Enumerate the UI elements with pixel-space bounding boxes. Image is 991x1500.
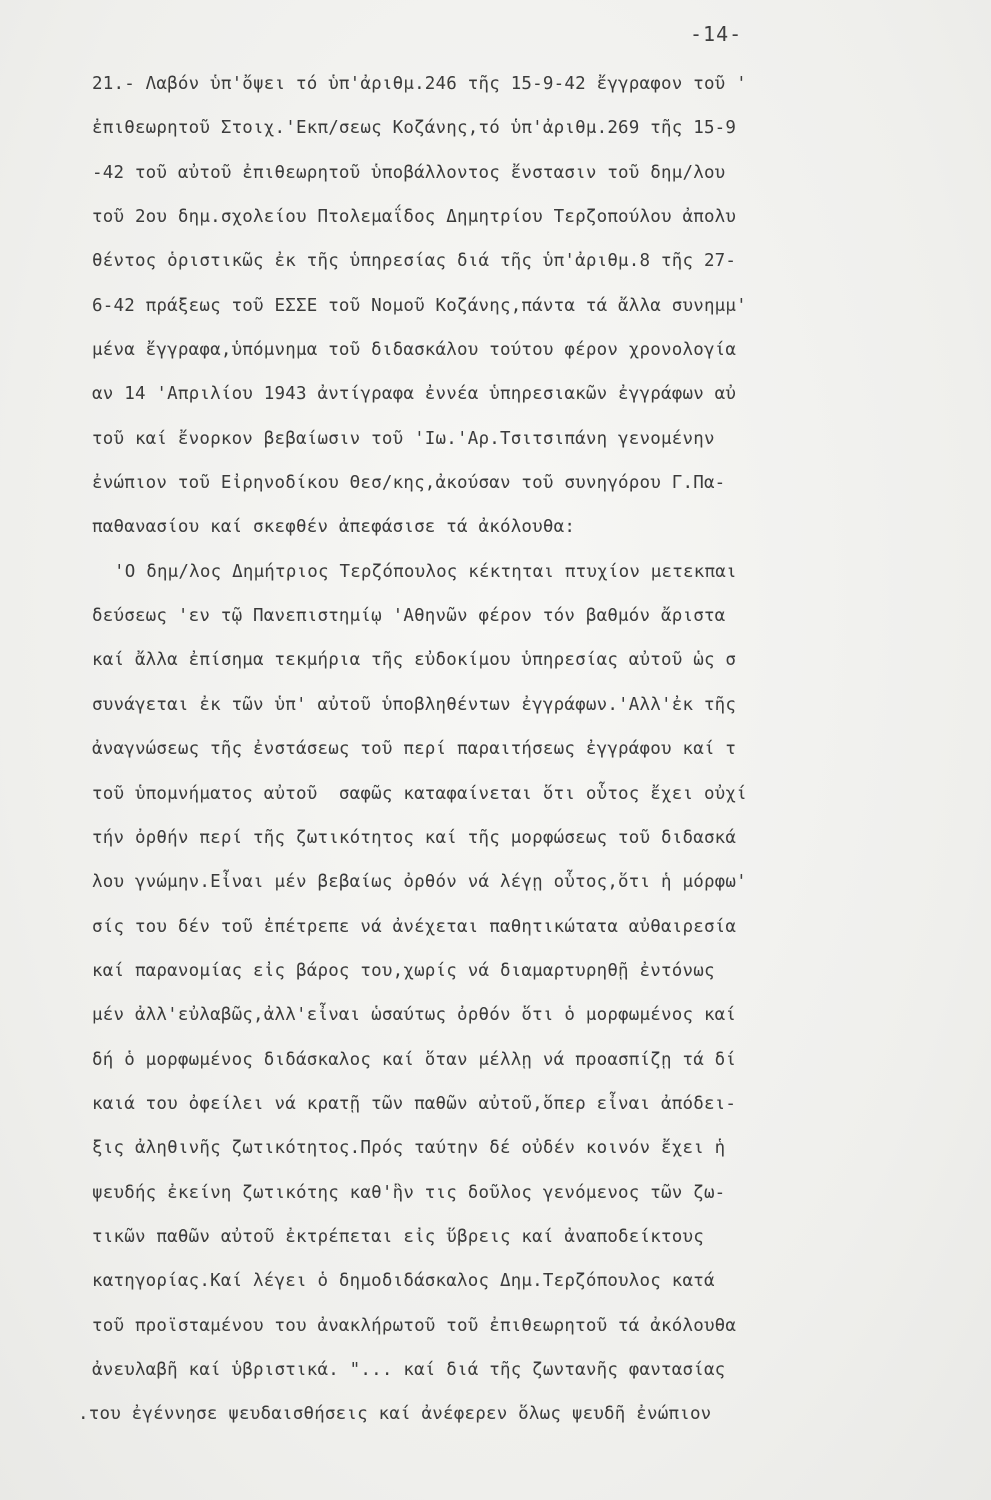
text-line: καί ἄλλα ἐπίσημα τεκμήρια τῆς εὐδοκίμου ὑπηρεσίας αὐτοῦ ὡς σ — [92, 650, 737, 671]
text-line: λου γνώμην.Εἶναι μέν βεβαίως ὀρθόν νά λέγῃ οὗτος,ὅτι ἡ μόρφω' — [92, 872, 747, 893]
text-line: -42 τοῦ αὐτοῦ ἐπιθεωρητοῦ ὑποβάλλοντος ἔνστασιν τοῦ δημ/λου — [92, 162, 726, 183]
text-line: ἐπιθεωρητοῦ Στοιχ.'Εκπ/σεως Κοζάνης,τό ὑπ'ἀριθμ.269 τῆς 15-9 — [92, 118, 737, 139]
text-line: συνάγεται ἐκ τῶν ὑπ' αὐτοῦ ὑποβληθέντων ἐγγράφων.'Αλλ'ἐκ τῆς — [92, 694, 737, 715]
text-line: κατηγορίας.Καί λέγει ὁ δημοδιδάσκαλος Δημ.Τερζόπουλος κατά — [92, 1271, 715, 1292]
text-line: μέν ἀλλ'εὐλαβῶς,ἀλλ'εἶναι ὡσαύτως ὀρθόν ὅτι ὁ μορφωμένος καί — [92, 1005, 737, 1026]
text-line: ἀνευλαβῆ καί ὑβριστικά. "... καί διά τῆς ζωντανῆς φαντασίας — [92, 1359, 726, 1380]
text-line: 21.- Λαβόν ὑπ'ὄψει τό ὑπ'ἀριθμ.246 τῆς 15-9-42 ἔγγραφον τοῦ ' — [92, 74, 747, 94]
text-line: .του ἐγέννησε ψευδαισθήσεις καί ἀνέφερεν ὅλως ψευδῆ ἐνώπιον — [78, 1404, 712, 1425]
text-line: παθανασίου καί σκεφθέν ἀπεφάσισε τά ἀκόλουθα: — [92, 517, 576, 538]
text-line: θέντος ὁριστικῶς ἐκ τῆς ὑπηρεσίας διά τῆς ὑπ'ἀριθμ.8 τῆς 27- — [92, 251, 737, 272]
text-line: τοῦ προϊσταμένου του ἀνακλήρωτοῦ τοῦ ἐπιθεωρητοῦ τά ἀκόλουθα — [92, 1315, 737, 1336]
text-line: σίς του δέν τοῦ ἐπέτρεπε νά ἀνέχεται παθητικώτατα αὐθαιρεσία — [92, 916, 737, 937]
page-number: -14- — [690, 22, 743, 46]
text-line: 6-42 πράξεως τοῦ ΕΣΣΕ τοῦ Νομοῦ Κοζάνης,πάντα τά ἄλλα συνημμ' — [92, 295, 747, 316]
text-line: ξις ἀληθινῆς ζωτικότητος.Πρός ταύτην δέ οὐδέν κοινόν ἔχει ἡ — [92, 1138, 726, 1159]
text-line: τοῦ καί ἔνορκον βεβαίωσιν τοῦ 'Ιω.'Αρ.Τσιτσιπάνη γενομένην — [92, 428, 715, 449]
text-line: ἀναγνώσεως τῆς ἐνστάσεως τοῦ περί παραιτήσεως ἐγγράφου καί τ — [92, 739, 737, 760]
text-line: τήν ὀρθήν περί τῆς ζωτικότητος καί τῆς μορφώσεως τοῦ διδασκά — [92, 827, 737, 848]
text-line: μένα ἔγγραφα,ὑπόμνημα τοῦ διδασκάλου τούτου φέρον χρονολογία — [92, 340, 737, 361]
body-text — [78, 62, 912, 1437]
text-line: δεύσεως 'εν τῷ Πανεπιστημίῳ 'Αθηνῶν φέρον τόν βαθμόν ἄριστα — [92, 606, 726, 627]
text-line: ψευδής ἐκείνη ζωτικότης καθ'ἣν τις δοῦλος γενόμενος τῶν ζω- — [92, 1182, 726, 1203]
text-line: τικῶν παθῶν αὐτοῦ ἐκτρέπεται εἰς ὕβρεις καί ἀναποδείκτους — [92, 1226, 704, 1247]
text-line: καί παρανομίας εἰς βάρος του,χωρίς νά διαμαρτυρηθῇ ἐντόνως — [92, 960, 715, 981]
text-line: τοῦ ὑπομνήματος αὐτοῦ σαφῶς καταφαίνεται ὅτι οὗτος ἔχει οὐχί — [92, 783, 747, 804]
text-line: τοῦ 2ου δημ.σχολείου Πτολεμαΐδος Δημητρίου Τερζοπούλου ἀπολυ — [92, 207, 737, 228]
paragraph-start-line: 'Ο δημ/λος Δημήτριος Τερζόπουλος κέκτηται πτυχίον μετεκπαι — [114, 561, 737, 582]
text-line: αν 14 'Απριλίου 1943 ἀντίγραφα ἐννέα ὑπηρεσιακῶν ἐγγράφων αὐ — [92, 384, 737, 405]
text-line: δή ὁ μορφωμένος διδάσκαλος καί ὅταν μέλλῃ νά προασπίζῃ τά δί — [92, 1049, 737, 1070]
text-line: ἐνώπιον τοῦ Εἰρηνοδίκου Θεσ/κης,ἀκούσαν τοῦ συνηγόρου Γ.Πα- — [92, 473, 726, 494]
text-line: καιά του ὀφείλει νά κρατῇ τῶν παθῶν αὐτοῦ,ὅπερ εἶναι ἀπόδει- — [92, 1093, 737, 1114]
